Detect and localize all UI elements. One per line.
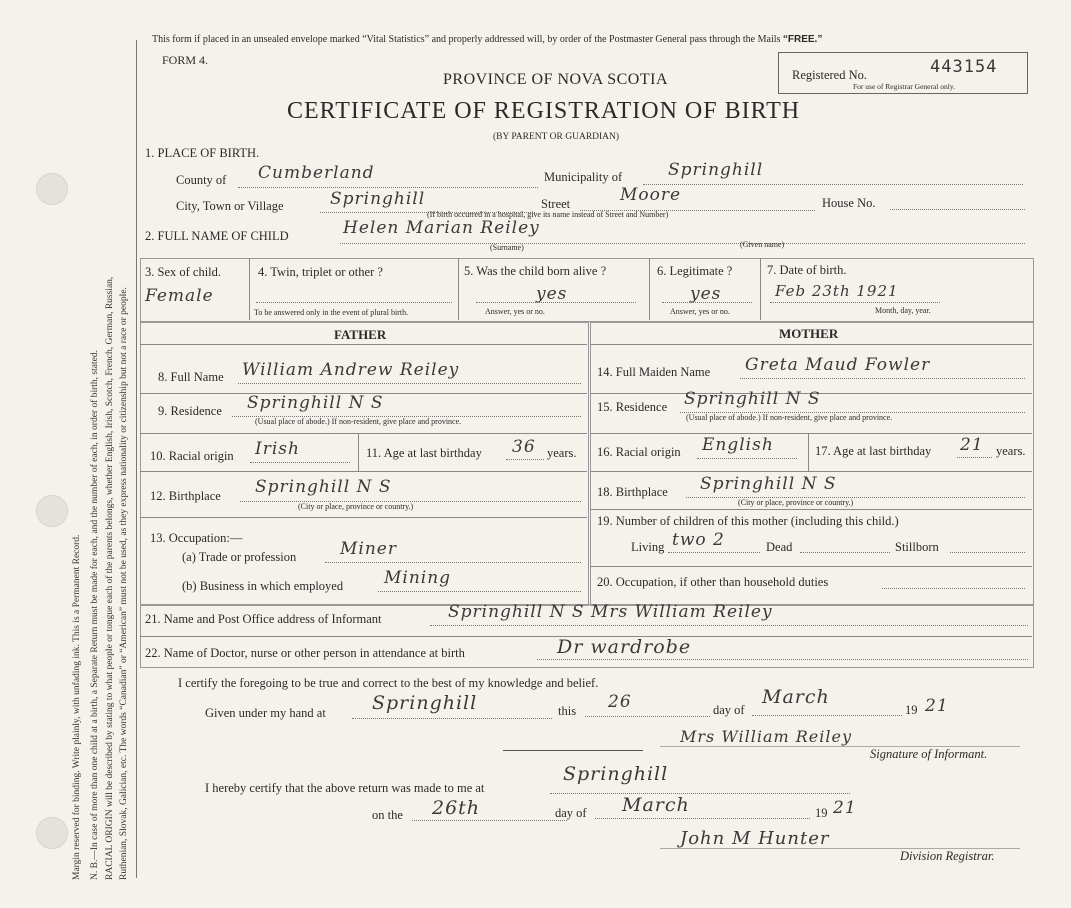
father-heading: FATHER (334, 327, 387, 342)
registrar-signature: John M Hunter (680, 828, 830, 849)
municipality-label: Municipality of (544, 170, 623, 184)
mother-residence-note: (Usual place of abode.) If non-resident, give place and province. (686, 413, 893, 422)
certify-dayof-label: day of (713, 703, 745, 717)
house-label: House No. (822, 196, 876, 210)
mother-residence-label: 15. Residence (597, 400, 668, 414)
binding-hole (36, 817, 68, 849)
province-heading: PROVINCE OF NOVA SCOTIA (443, 71, 669, 88)
margin-note-3: RACIAL ORIGIN will be described by stating to what people or tongue each of the parents belongs, whether English, Irish, Scotch, French, German, Russian, (105, 276, 115, 880)
twin-note: To be answered only in the event of plural birth. (254, 308, 409, 317)
father-trade-label: (a) Trade or profession (182, 550, 297, 564)
father-birthplace-label: 12. Birthplace (150, 489, 221, 503)
dob-note: Month, day, year. (875, 306, 931, 315)
dob-value: Feb 23th 1921 (775, 282, 899, 300)
certify-place-value: Springhill (372, 692, 478, 714)
postal-notice: This form if placed in an unsealed envelope marked “Vital Statistics” and properly addressed will, by order of the Postmaster General pass through the Mails “FREE.” (152, 34, 823, 45)
child-name-value: Helen Marian Reiley (343, 218, 540, 238)
mother-name-value: Greta Maud Fowler (745, 355, 931, 375)
county-value: Cumberland (258, 163, 375, 183)
sex-value: Female (145, 286, 214, 306)
mother-name-label: 14. Full Maiden Name (597, 365, 711, 379)
registrar-year-prefix: 19 (815, 806, 828, 820)
father-race-label: 10. Racial origin (150, 449, 234, 463)
father-business-value: Mining (384, 568, 452, 588)
father-age-value: 36 (512, 437, 536, 457)
mother-heading: MOTHER (779, 326, 839, 341)
father-age-label: 11. Age at last birthday (366, 446, 482, 460)
informant-label: 21. Name and Post Office address of Informant (145, 612, 382, 626)
doctor-label: 22. Name of Doctor, nurse or other person in attendance at birth (145, 646, 465, 660)
living-value: two 2 (672, 530, 725, 550)
city-value: Springhill (330, 189, 426, 209)
given-under-label: Given under my hand at (205, 706, 326, 720)
living-label: Living (631, 540, 665, 554)
registered-note: For use of Registrar General only. (853, 82, 955, 91)
registrar-year-value: 21 (833, 798, 857, 818)
dead-label: Dead (766, 540, 793, 554)
mother-occupation-label: 20. Occupation, if other than household duties (597, 575, 829, 589)
form-number: FORM 4. (162, 53, 209, 67)
alive-value: yes (536, 284, 568, 304)
street-label: Street (541, 197, 571, 211)
hospital-note: (If birth occurred in a hospital, give its name instead of Street and Number) (427, 210, 669, 219)
sex-label: 3. Sex of child. (145, 265, 222, 279)
father-occupation-label: 13. Occupation:— (150, 531, 243, 545)
registrar-dayof-label: day of (555, 806, 587, 820)
mother-years-label: years. (996, 444, 1026, 458)
page-subtitle: (BY PARENT OR GUARDIAN) (493, 132, 620, 142)
child-name-label: 2. FULL NAME OF CHILD (145, 229, 289, 243)
margin-note-2: N. B.—In case of more than one child at a birth, a Separate Return must be made for each, and the number of each, in order of birth, stated. (90, 350, 100, 880)
informant-signature: Mrs William Reiley (680, 727, 853, 746)
father-name-value: William Andrew Reiley (242, 360, 460, 380)
mother-residence-value: Springhill N S (684, 389, 821, 409)
certify-month-value: March (762, 686, 830, 708)
certify-statement: I certify the foregoing to be true and correct to the best of my knowledge and belief. (178, 676, 599, 690)
father-residence-value: Springhill N S (247, 393, 384, 413)
legitimate-value: yes (690, 284, 722, 304)
father-race-value: Irish (255, 439, 300, 459)
father-business-label: (b) Business in which employed (182, 579, 344, 593)
dob-label: 7. Date of birth. (767, 263, 847, 277)
father-residence-label: 9. Residence (158, 404, 222, 418)
registrar-signature-label: Division Registrar. (900, 849, 995, 863)
place-heading: 1. PLACE OF BIRTH. (145, 146, 260, 160)
street-value: Moore (620, 185, 682, 205)
certify-year-value: 21 (925, 696, 949, 716)
legitimate-label: 6. Legitimate ? (657, 264, 733, 278)
on-the-label: on the (372, 808, 403, 822)
father-trade-value: Miner (340, 539, 397, 559)
father-birthplace-value: Springhill N S (255, 477, 392, 497)
surname-note: (Surname) (490, 243, 524, 252)
alive-note: Answer, yes or no. (485, 307, 545, 316)
binding-hole (36, 495, 68, 527)
father-birthplace-note: (City or place, province or country.) (298, 502, 414, 511)
informant-signature-label: Signature of Informant. (870, 747, 988, 761)
father-residence-note: (Usual place of abode.) If non-resident, give place and province. (255, 417, 462, 426)
registered-number: 443154 (930, 57, 998, 77)
binding-hole (36, 173, 68, 205)
registered-label: Registered No. (792, 68, 867, 82)
this-label: this (558, 704, 577, 718)
mother-race-label: 16. Racial origin (597, 445, 681, 459)
legitimate-note: Answer, yes or no. (670, 307, 730, 316)
father-name-label: 8. Full Name (158, 370, 224, 384)
certify-day-value: 26 (608, 692, 632, 712)
county-label: County of (176, 173, 227, 187)
doctor-value: Dr wardrobe (557, 636, 692, 658)
certify-year-prefix: 19 (905, 703, 918, 717)
father-years-label: years. (547, 446, 577, 460)
mother-age-value: 21 (960, 435, 984, 455)
mother-age-label: 17. Age at last birthday (815, 444, 932, 458)
mother-birthplace-label: 18. Birthplace (597, 485, 668, 499)
registrar-day-value: 26th (432, 797, 481, 819)
registrar-month-value: March (622, 794, 690, 816)
informant-value: Springhill N S Mrs William Reiley (448, 602, 773, 622)
registrar-statement: I hereby certify that the above return was made to me at (205, 781, 485, 795)
municipality-value: Springhill (668, 160, 764, 180)
city-label: City, Town or Village (176, 199, 284, 213)
alive-label: 5. Was the child born alive ? (464, 264, 607, 278)
mother-birthplace-note: (City or place, province or country.) (738, 498, 854, 507)
stillborn-label: Stillborn (895, 540, 939, 554)
free-mark: “FREE.” (782, 34, 823, 45)
mother-race-value: English (702, 435, 774, 455)
twin-label: 4. Twin, triplet or other ? (258, 265, 383, 279)
registrar-place-value: Springhill (563, 763, 669, 785)
mother-birthplace-value: Springhill N S (700, 474, 837, 494)
page-title: CERTIFICATE OF REGISTRATION OF BIRTH (287, 98, 801, 124)
given-name-note: (Given name) (740, 240, 785, 249)
mother-children-label: 19. Number of children of this mother (including this child.) (597, 514, 899, 528)
left-border (136, 40, 137, 878)
margin-note-1: Margin reserved for binding. Write plainly, with unfading ink. This is a Permanent Record. (72, 534, 82, 880)
margin-note-4: Ruthenian, Slovak, Galician, etc. The words “Canadian” or “American” must not be used, as they express nationality or citizenship but not a race or people. (119, 287, 129, 880)
